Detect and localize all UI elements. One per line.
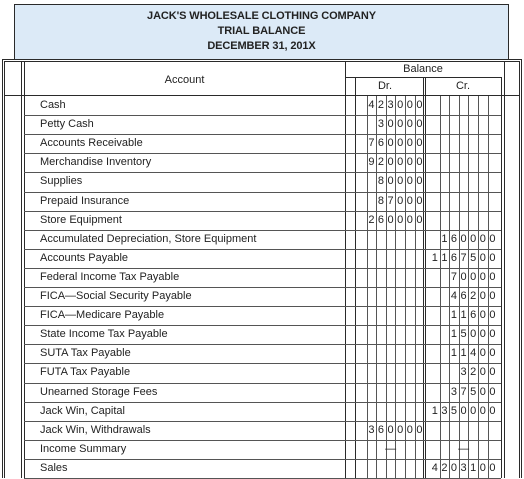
amount-cell-debit [357, 325, 424, 344]
amount-digit: 7 [450, 270, 458, 283]
amount-digit: 0 [406, 423, 413, 436]
account-name-cell: Accounts Receivable [40, 137, 143, 150]
amount-digit: 6 [450, 251, 458, 264]
table-left-border [2, 59, 3, 478]
account-name-cell: FICA—Medicare Payable [40, 309, 165, 322]
amount-cell-debit [357, 363, 424, 382]
report-date: DECEMBER 31, 201X [207, 40, 316, 52]
amount-digit: 0 [397, 118, 404, 131]
amount-digit: 0 [406, 137, 413, 150]
amount-digit: 0 [479, 309, 486, 322]
amount-digit: 0 [387, 175, 394, 188]
amount-digit: 0 [450, 461, 458, 474]
amount-digit: 0 [470, 328, 477, 341]
amount-digit: 2 [377, 156, 385, 169]
account-name-cell: Cash [40, 99, 66, 111]
amount-cell-credit [430, 153, 497, 172]
amount-digit: 1 [450, 328, 458, 341]
amount-cell-debit [357, 344, 424, 363]
amount-cell-debit [357, 268, 424, 287]
amount-digit: 2 [441, 461, 448, 474]
report-title: TRIAL BALANCE [217, 25, 306, 37]
account-name-cell: Income Summary [40, 442, 127, 455]
amount-digit: 0 [416, 194, 423, 207]
amount-digit: 0 [479, 328, 486, 341]
amount-digit: 0 [460, 270, 467, 283]
amount-cell-debit [357, 459, 424, 478]
amount-digit: 0 [416, 99, 423, 111]
table-right-margin-line [504, 61, 505, 478]
table-top-border-inner [4, 61, 519, 62]
account-name-cell: Jack Win, Capital [40, 404, 125, 417]
account-name-cell: Merchandise Inventory [40, 156, 152, 169]
amount-cell-credit [430, 96, 497, 115]
amount-digit: 5 [470, 251, 477, 264]
amount-digit: 0 [479, 270, 486, 283]
amount-cell-credit [430, 192, 497, 211]
amount-digit: 0 [387, 423, 394, 436]
amount-digit: 2 [377, 99, 385, 111]
amount-digit: 3 [387, 99, 394, 111]
amount-digit: 3 [460, 461, 467, 474]
amount-digit: 0 [406, 99, 413, 111]
amount-digit: 4 [431, 461, 438, 474]
amount-digit: 0 [387, 118, 394, 131]
amount-digit: 1 [441, 251, 448, 264]
table-right-border [521, 59, 522, 478]
amount-digit: 0 [489, 461, 496, 474]
amount-digit: 6 [470, 309, 477, 322]
amount-digit: 0 [387, 213, 394, 226]
amount-digit: 3 [441, 404, 448, 417]
amount-digit: 0 [397, 213, 404, 226]
amount-digit: 4 [470, 347, 477, 360]
credit-column-header: Cr. [455, 80, 471, 92]
amount-digit: 0 [489, 328, 496, 341]
amount-digit: 0 [416, 423, 423, 436]
amount-digit: 7 [460, 251, 467, 264]
amount-digit: 1 [460, 347, 467, 360]
amount-cell-debit [357, 249, 424, 268]
account-name-cell: Prepaid Insurance [40, 194, 130, 207]
amount-cell-debit [357, 383, 424, 402]
amount-dash: — [385, 443, 397, 456]
amount-digit: 0 [387, 137, 394, 150]
amount-digit: 3 [450, 385, 458, 398]
amount-digit: 5 [450, 404, 458, 417]
amount-digit: 6 [460, 290, 467, 302]
account-left-line [24, 61, 25, 478]
amount-digit: 4 [368, 99, 375, 111]
amount-cell-credit [430, 172, 497, 191]
amount-digit: 0 [397, 137, 404, 150]
amount-digit: 0 [397, 156, 404, 169]
amount-digit: 3 [460, 366, 467, 379]
table-right-border-inner [519, 61, 520, 478]
amount-digit: 1 [450, 309, 458, 322]
amount-digit: 0 [416, 213, 423, 226]
amount-digit: 1 [460, 309, 467, 322]
amount-cell-credit [430, 211, 497, 230]
amount-digit: 0 [489, 404, 496, 417]
amount-digit: 9 [368, 156, 375, 169]
account-column-header: Account [164, 74, 205, 86]
amount-digit: 0 [460, 404, 467, 417]
amount-cell-credit [430, 134, 497, 153]
amount-digit: 0 [397, 194, 404, 207]
amount-digit: 0 [479, 461, 486, 474]
table-left-border-inner [4, 61, 5, 478]
table-top-border [2, 59, 521, 60]
amount-digit: 0 [397, 175, 404, 188]
amount-digit: 0 [470, 270, 477, 283]
amount-digit: 8 [377, 175, 385, 188]
dr-left-line [355, 77, 356, 478]
amount-digit: 5 [470, 385, 477, 398]
account-right-line [345, 61, 346, 478]
debit-column-header: Dr. [377, 80, 393, 92]
company-name: JACK'S WHOLESALE CLOTHING COMPANY [147, 10, 376, 22]
amount-digit: 0 [489, 251, 496, 264]
account-name-cell: Accounts Payable [40, 251, 129, 264]
report-header [14, 4, 509, 60]
amount-digit: 0 [479, 404, 486, 417]
amount-digit: 0 [460, 232, 467, 245]
account-name-cell: FICA—Social Security Payable [40, 290, 192, 302]
amount-digit: 0 [406, 156, 413, 169]
amount-dash: — [458, 443, 470, 456]
amount-digit: 7 [387, 194, 394, 207]
account-name-cell: Store Equipment [40, 213, 122, 226]
amount-digit: 8 [377, 194, 385, 207]
amount-digit: 0 [406, 175, 413, 188]
amount-digit: 0 [406, 194, 413, 207]
account-name-cell: Sales [40, 461, 68, 474]
amount-cell-debit [357, 306, 424, 325]
cr-left-line [425, 77, 426, 478]
amount-digit: 6 [450, 232, 458, 245]
account-name-cell: Jack Win, Withdrawals [40, 423, 151, 436]
amount-digit: 1 [450, 347, 458, 360]
amount-digit: 5 [460, 328, 467, 341]
amount-digit: 0 [489, 347, 496, 360]
amount-digit: 3 [368, 423, 375, 436]
cr-right-line [501, 77, 502, 478]
amount-cell-debit [357, 287, 424, 306]
amount-digit: 1 [431, 251, 438, 264]
amount-cell-debit [357, 402, 424, 421]
amount-digit: 0 [470, 232, 477, 245]
amount-cell-debit [357, 230, 424, 249]
amount-digit: 0 [479, 232, 486, 245]
amount-digit: 0 [489, 309, 496, 322]
balance-column-header: Balance [403, 63, 443, 75]
account-name-cell: Supplies [40, 175, 83, 188]
amount-digit: 2 [470, 366, 477, 379]
account-name-cell: Petty Cash [40, 118, 94, 131]
amount-digit: 0 [397, 423, 404, 436]
amount-digit: 0 [397, 99, 404, 111]
amount-digit: 1 [441, 232, 448, 245]
amount-digit: 0 [416, 137, 423, 150]
amount-digit: 0 [489, 232, 496, 245]
amount-cell-credit [430, 421, 497, 440]
amount-digit: 0 [489, 270, 496, 283]
amount-digit: 0 [479, 251, 486, 264]
amount-digit: 0 [387, 156, 394, 169]
account-name-cell: Accumulated Depreciation, Store Equipment [40, 232, 257, 245]
amount-digit: 0 [406, 118, 413, 131]
account-name-cell: Unearned Storage Fees [40, 385, 158, 398]
amount-digit: 0 [479, 366, 486, 379]
account-name-cell: SUTA Tax Payable [40, 347, 131, 360]
account-name-cell: Federal Income Tax Payable [40, 270, 180, 283]
amount-digit: 3 [377, 118, 385, 131]
amount-digit: 1 [470, 461, 477, 474]
amount-digit: 1 [431, 404, 438, 417]
amount-digit: 0 [489, 290, 496, 302]
amount-digit: 0 [479, 290, 486, 302]
amount-digit: 7 [460, 385, 467, 398]
amount-digit: 4 [450, 290, 458, 302]
amount-digit: 7 [368, 137, 375, 150]
amount-digit: 0 [416, 118, 423, 131]
amount-digit: 0 [416, 175, 423, 188]
amount-digit: 6 [377, 213, 385, 226]
amount-digit: 0 [479, 347, 486, 360]
amount-digit: 2 [470, 290, 477, 302]
account-name-cell: State Income Tax Payable [40, 328, 168, 341]
amount-digit: 2 [368, 213, 375, 226]
amount-digit: 0 [479, 385, 486, 398]
amount-digit: 0 [470, 404, 477, 417]
amount-digit: 0 [416, 156, 423, 169]
amount-digit: 6 [377, 137, 385, 150]
amount-digit: 6 [377, 423, 385, 436]
trial-balance-table [0, 59, 524, 476]
amount-digit: 0 [489, 385, 496, 398]
amount-digit: 0 [489, 366, 496, 379]
amount-digit: 0 [406, 213, 413, 226]
table-left-margin-line [21, 61, 22, 478]
account-name-cell: FUTA Tax Payable [40, 366, 131, 379]
amount-cell-credit [430, 115, 497, 134]
